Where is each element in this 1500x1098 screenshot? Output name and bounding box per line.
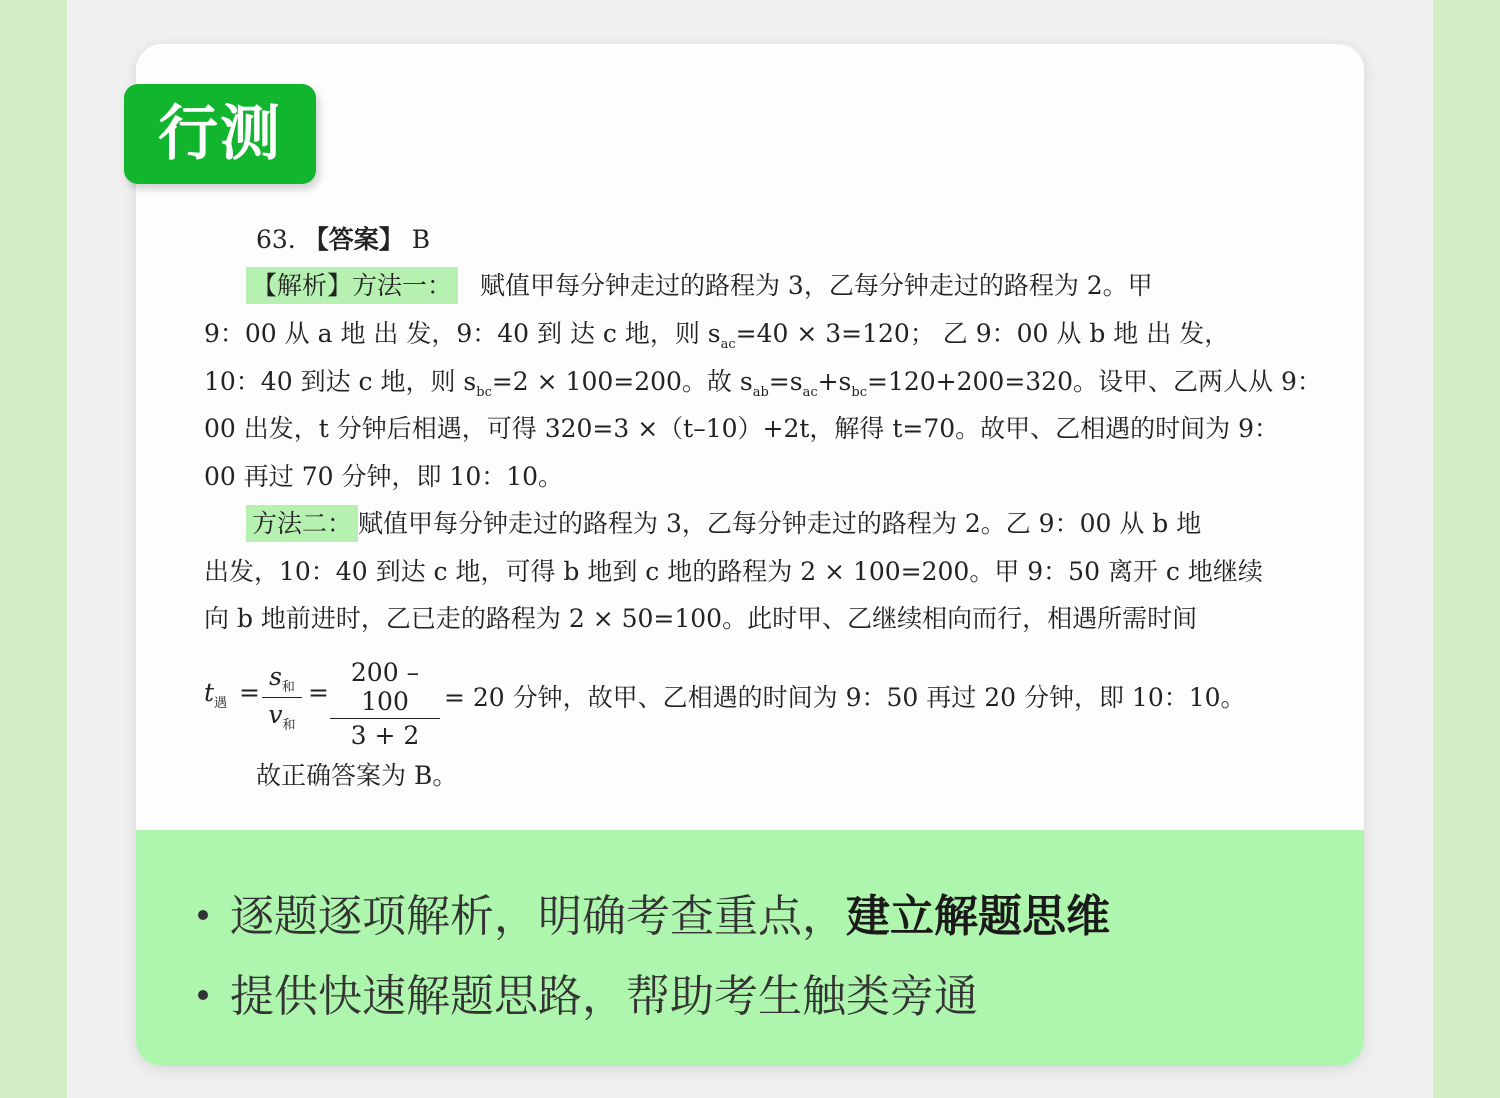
question-number: 63.	[256, 225, 296, 254]
analysis-text: +s	[817, 367, 852, 396]
feature-item	[198, 960, 978, 1024]
bullet-icon	[198, 990, 208, 1000]
solution-text	[136, 44, 1364, 824]
analysis-text: =2 × 100=200。故 s	[491, 367, 753, 396]
bullet-icon	[198, 910, 208, 920]
subscript: 和	[281, 680, 295, 695]
analysis-text: 向 b 地前进时，乙已走的路程为 2 × 50=100。此时甲、乙继续相向而行，相遇所需时间	[204, 604, 1198, 633]
analysis-text: 10：40 到达 c 地，则 s	[204, 367, 477, 396]
analysis-text: 赋值甲每分钟走过的路程为 3，乙每分钟走过的路程为 2。甲	[479, 271, 1153, 300]
analysis-label: 【解析】方法一：	[246, 267, 458, 304]
conclusion-text: 故正确答案为 B。	[256, 761, 458, 790]
answer-letter: B	[411, 225, 431, 254]
analysis-text: 9：00 从 a 地 出 发，9：40 到 达 c 地，则 s	[204, 319, 721, 348]
subscript: 和	[282, 718, 296, 733]
analysis-line-4	[204, 409, 1279, 445]
subscript: ac	[720, 337, 736, 352]
formula-var: v	[268, 700, 283, 729]
answer-line	[256, 220, 430, 256]
content-card	[136, 44, 1364, 1066]
subscript: bc	[851, 385, 867, 400]
feature-item	[198, 880, 1110, 944]
analysis-text: =40 × 3=120； 乙 9：00 从 b 地 出 发，	[735, 319, 1230, 348]
analysis-line-1	[246, 266, 1153, 302]
subscript: bc	[476, 385, 492, 400]
fraction-numeric	[330, 658, 440, 750]
analysis-text: 出发，10：40 到达 c 地，可得 b 地到 c 地的路程为 2 × 100=200。甲 9：50 离开 c 地继续	[204, 557, 1263, 586]
method2-line-2	[204, 552, 1263, 588]
fraction-bar	[330, 718, 440, 719]
fraction-bar	[262, 697, 302, 698]
analysis-line-5	[204, 457, 563, 493]
answer-label: 【答案】	[303, 225, 404, 254]
analysis-text: 00 再过 70 分钟，即 10：10。	[204, 462, 564, 491]
category-badge: 行测	[124, 84, 316, 184]
feature-text: 提供快速解题思路，帮助考生触类旁通	[230, 971, 978, 1022]
denominator: 3 + 2	[350, 721, 420, 750]
formula-var: s	[269, 662, 282, 691]
subscript: ac	[802, 385, 818, 400]
analysis-line-3	[204, 362, 1322, 400]
feature-text: 逐题逐项解析，明确考查重点，	[230, 891, 846, 942]
formula-eq2	[308, 678, 329, 707]
analysis-text: =s	[768, 367, 803, 396]
feature-panel	[136, 830, 1364, 1066]
analysis-line-2	[204, 314, 1229, 352]
formula-tail	[444, 678, 1246, 714]
analysis-text: =120+200=320。设甲、乙两人从 9：	[867, 367, 1322, 396]
subscript: ab	[752, 385, 769, 400]
fraction-s-over-v	[262, 662, 302, 733]
analysis-text: = 20 分钟，故甲、乙相遇的时间为 9：50 再过 20 分钟，即 10：10。	[444, 683, 1246, 712]
conclusion	[256, 756, 457, 792]
analysis-text: 赋值甲每分钟走过的路程为 3，乙每分钟走过的路程为 2。乙 9：00 从 b 地	[358, 509, 1202, 538]
equals-sign: =	[239, 678, 260, 707]
method2-line-3	[204, 599, 1197, 635]
formula-t	[204, 678, 260, 711]
numerator: 200 – 100	[350, 658, 420, 716]
subscript: 遇	[214, 696, 228, 711]
equals-sign: =	[308, 678, 329, 707]
method2-label: 方法二：	[246, 505, 358, 542]
method2-line-1	[246, 504, 1201, 540]
feature-text-bold: 建立解题思维	[846, 891, 1110, 942]
analysis-text: 00 出发，t 分钟后相遇，可得 320=3 ×（t–10）+2t，解得 t=70。故甲、乙相遇的时间为 9：	[204, 414, 1280, 443]
formula-var: t	[204, 678, 215, 707]
